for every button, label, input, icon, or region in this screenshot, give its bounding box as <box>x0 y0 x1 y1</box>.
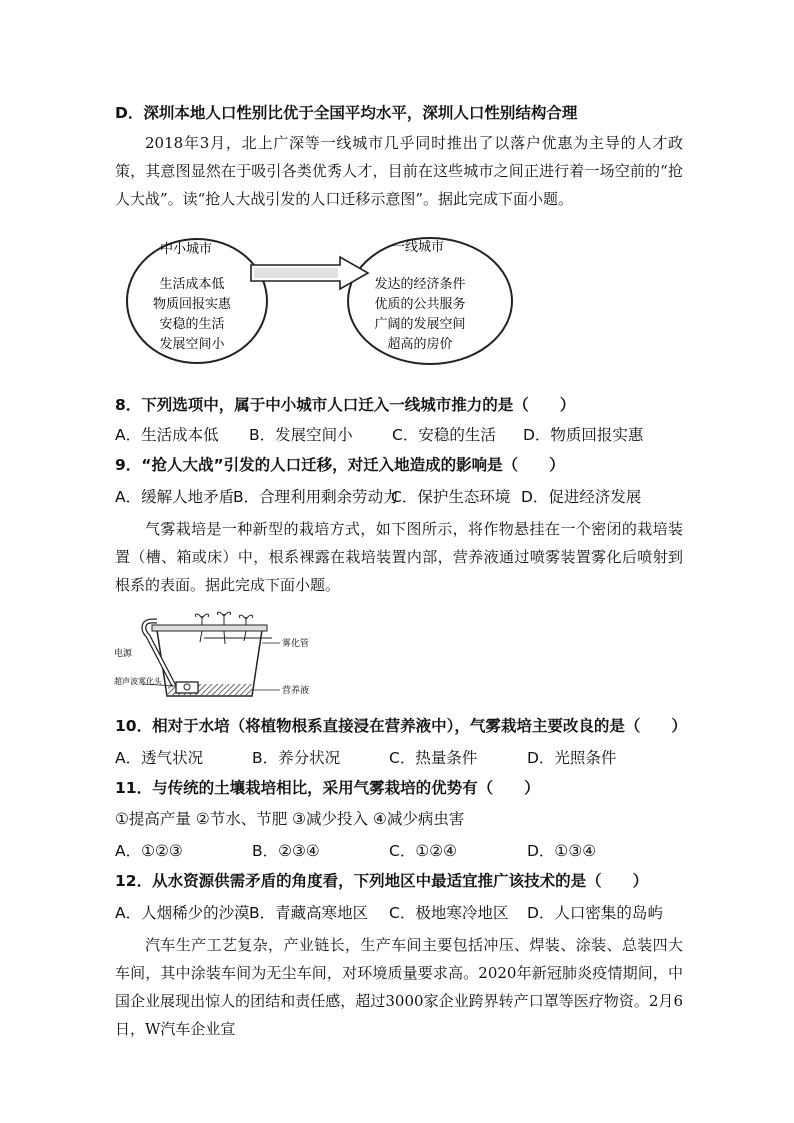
q11-statements: ①提高产量 ②节水、节肥 ③减少投入 ④减少病虫害 <box>115 810 465 828</box>
q9-option-b[interactable]: B．合理利用剩余劳动力 <box>233 488 399 506</box>
passage-aeroponics: 气雾栽培是一种新型的栽培方式，如下图所示，将作物悬挂在一个密闭的栽培装置（槽、箱或床）中，根系裸露在栽培装置内部，营养液通过喷雾装置雾化后喷射到根系的表面。据此完成下面小题。 <box>115 520 683 594</box>
q12-option-b[interactable]: B．青藏高寒地区 <box>249 904 369 922</box>
q8-option-b[interactable]: B．发展空间小 <box>249 426 353 444</box>
q10-stem: 10．相对于水培（将植物根系直接浸在营养液中），气雾栽培主要改良的是（ ） <box>115 717 687 735</box>
passage-talent-war: 2018年3月，北上广深等一线城市几乎同时推出了以落户优惠为主导的人才政策，其意图显然在于吸引各类优秀人才，目前在这些城市之间正进行着一场空前的“抢人大战”。读“抢人大战引发的人口迁移示意图”。据此完成下面小题。 <box>115 134 683 208</box>
big-city-item: 超高的房价 <box>387 337 453 352</box>
q8-stem: 8．下列选项中，属于中小城市人口迁入一线城市推力的是（ ） <box>115 396 576 414</box>
q12-stem: 12．从水资源供需矛盾的角度看，下列地区中最适宜推广该技术的是（ ） <box>115 872 649 890</box>
small-city-item: 发展空间小 <box>159 337 225 352</box>
small-city-item: 安稳的生活 <box>159 317 225 332</box>
q8-option-a[interactable]: A．生活成本低 <box>115 426 219 444</box>
q9-option-a[interactable]: A．缓解人地矛盾 <box>115 488 235 506</box>
label-pipe: 雾化管 <box>282 639 310 649</box>
q10-option-d[interactable]: D．光照条件 <box>527 749 617 767</box>
q9-options <box>115 487 641 507</box>
q10-option-a[interactable]: A．透气状况 <box>115 749 204 767</box>
big-city-item: 发达的经济条件 <box>374 277 466 292</box>
big-city-title: 一线城市 <box>392 240 445 255</box>
q10-options <box>115 748 616 768</box>
q12-option-c[interactable]: C．极地寒冷地区 <box>389 904 509 922</box>
small-city-item: 物质回报实惠 <box>152 297 232 312</box>
migration-diagram <box>120 228 520 378</box>
q8-options <box>115 425 643 445</box>
q8-option-d[interactable]: D．物质回报实惠 <box>523 426 644 444</box>
small-city-title: 中小城市 <box>160 242 213 257</box>
q12-option-d[interactable]: D．人口密集的岛屿 <box>527 904 663 922</box>
q12-option-a[interactable]: A．人烟稀少的沙漠 <box>115 904 250 922</box>
big-city-item: 广阔的发展空间 <box>374 317 466 332</box>
q9-option-c[interactable]: C．保护生态环境 <box>391 488 511 506</box>
q11-option-a[interactable]: A．①②③ <box>115 842 183 860</box>
q10-option-b[interactable]: B．养分状况 <box>252 749 341 767</box>
q10-option-c[interactable]: C．热量条件 <box>389 749 478 767</box>
label-solution: 营养液 <box>282 686 310 696</box>
q11-options <box>115 841 596 861</box>
big-city-item: 优质的公共服务 <box>374 297 466 312</box>
q11-option-c[interactable]: C．①②④ <box>389 842 458 860</box>
q11-option-b[interactable]: B．②③④ <box>252 842 320 860</box>
q9-option-d[interactable]: D．促进经济发展 <box>521 488 642 506</box>
prev-option-d: D．深圳本地人口性别比优于全国平均水平，深圳人口性别结构合理 <box>115 104 578 122</box>
label-atomizer-text: 超声波雾化头 <box>114 677 162 686</box>
q12-options <box>115 903 663 923</box>
label-atomizer <box>114 676 163 686</box>
label-power: 电源 <box>114 649 133 659</box>
q11-option-d[interactable]: D．①③④ <box>527 842 597 860</box>
aeroponics-diagram <box>112 608 332 706</box>
q8-option-c[interactable]: C．安稳的生活 <box>392 426 496 444</box>
q9-stem: 9．“抢人大战”引发的人口迁移，对迁入地造成的影响是（ ） <box>115 456 565 474</box>
small-city-item: 生活成本低 <box>159 277 225 292</box>
q11-stem: 11．与传统的土壤栽培相比，采用气雾栽培的优势有（ ） <box>115 779 540 797</box>
passage-auto-industry: 汽车生产工艺复杂，产业链长，生产车间主要包括冲压、焊装、涂装、总装四大车间，其中涂装车间为无尘车间，对环境质量要求高。2020年新冠肺炎疫情期间，中国企业展现出惊人的团结和责任感，超过3000家企业跨界转产口罩等医疗物资。2月6日，W汽车企业宣 <box>115 936 683 1038</box>
